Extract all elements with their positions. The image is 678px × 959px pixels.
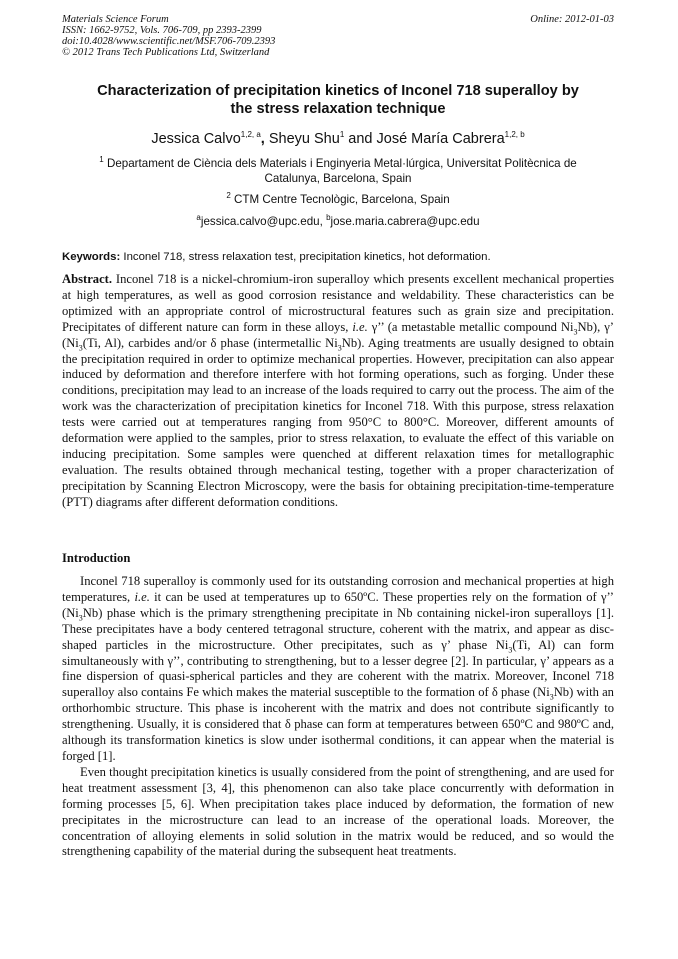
aff-text: CTM Centre Tecnològic, Barcelona, Spain (230, 193, 450, 206)
author-list (62, 130, 614, 148)
abstract-text: Nb), γ’ (Ni (62, 319, 614, 350)
author-name: Sheyu Shu (268, 131, 340, 147)
journal-header (62, 14, 614, 58)
author-affil-sup: 1,2, a (240, 130, 261, 140)
intro-paragraph-1 (62, 574, 614, 765)
copyright: © 2012 Trans Tech Publications Ltd, Switzerland (62, 47, 270, 58)
email-sup: b (326, 213, 331, 223)
abstract-text: γ’’ (a metastable metallic compound Ni (367, 319, 574, 334)
paper-title (62, 82, 614, 118)
title-line-2: the stress relaxation technique (230, 101, 446, 117)
abstract-text: Inconel 718 is a nickel-chromium-iron superalloy which presents excellent mechanical properties at high temperatures, as well as good corrosion resistance and weldability. These characteristics can be optimized with an appropriate control of microstructural features such as grain size and precipitation. Precipitates of different nature can form in these alloys, (62, 272, 614, 334)
email-sup: a (196, 213, 201, 223)
intro-text: (Ti, Al) can form simultaneously with γ’’, contributing to strengthening, but to a lesser degree [2]. In particular, γ’ appears as a fine dispersion of quasi-spherical particles and they are coherent with the matrix. Moreover, Inconel 718 superalloy also contains Fe which makes the material susceptible to the formation of δ phase (Ni (62, 637, 614, 700)
intro-text: Even thought precipitation kinetics is usually considered from the point of strengthening, and are used for heat treatment assessment [3, 4], this phenomenon can also take place concurrently with deformation in forming processes [5, 6]. When precipitation takes place induced by deformation, the formation of new precipitates in the microstructure can lead to an increase of the operational loads. Moreover, the concentration of alloying elements in solid solution in the matrix would be reduced, and so would the strengthening capability of the material during the subsequent heat treatments. (62, 764, 614, 859)
section-heading-introduction: Introduction (62, 551, 131, 565)
subscript: 3 (78, 343, 83, 353)
subscript: 3 (508, 645, 513, 655)
keywords (62, 250, 614, 265)
aff-text: Catalunya, Barcelona, Spain (264, 172, 412, 185)
keywords-label: Keywords: (62, 251, 121, 263)
keywords-text: Inconel 718, stress relaxation test, precipitation kinetics, hot deformation. (120, 251, 491, 263)
author-separator: , (260, 131, 269, 147)
abstract (62, 272, 614, 511)
online-date: Online: 2012-01-03 (530, 14, 614, 25)
intro-paragraph-2 (62, 765, 614, 860)
issn: ISSN: 1662-9752, Vols. 706-709, pp 2393-2399 (62, 25, 262, 36)
abstract-text: Nb). Aging treatments are usually designed to obtain the precipitation required in order to optimize mechanical properties. However, precipitation can also appear induced by deformation and therefore interfere with hot forming operations, such as forging. Under these conditions, precipitation may lead to an increase of the loads required to carry out the process. The aim of the work was the characterization of precipitation kinetics for Inconel 718. With this purpose, stress relaxation tests were carried out at temperatures ranging from 950°C to 800°C. Moreover, different amounts of deformation were applied to the samples, prior to stress relaxation, to evaluate the effect of this variable on inducing precipitation. Some samples were quenched at different relaxation times for metallographic evaluation. The results obtained through mechanical testing, together with a proper characterization of precipitation by Scanning Electron Microscopy, were the basis for obtaining precipitation-time-temperature (PTT) diagrams after different deformation conditions. (62, 335, 614, 509)
subscript: 3 (573, 327, 578, 337)
doi: doi:10.4028/www.scientific.net/MSF.706-709.2393 (62, 36, 276, 47)
author-name: Jessica Calvo (151, 131, 241, 147)
abstract-label: Abstract. (62, 272, 113, 286)
author-emails (62, 214, 614, 229)
author-separator: and (344, 131, 377, 147)
affiliation-2 (62, 192, 614, 207)
author-name: José María Cabrera (376, 131, 505, 147)
abstract-text: (Ti, Al), carbides and/or δ phase (intermetallic Ni (82, 335, 338, 350)
author-affil-sup: 1,2, b (504, 130, 525, 140)
subscript: 3 (549, 692, 554, 702)
abstract-ie: i.e. (352, 319, 368, 334)
introduction-body (62, 574, 614, 860)
intro-text: it can be used at temperatures up to 650ºC. These properties rely on the formation of γ’’ (Ni (62, 589, 614, 620)
aff-sup: 2 (226, 191, 231, 201)
affiliation-1 (62, 156, 614, 186)
email-link[interactable]: jessica.calvo@upc.edu, (200, 215, 327, 228)
author-affil-sup: 1 (339, 130, 345, 140)
intro-text: Inconel 718 superalloy is commonly used for its outstanding corrosion and mechanical properties at high temperatures, (62, 574, 614, 604)
journal-name: Materials Science Forum (62, 14, 169, 25)
subscript: 3 (337, 343, 342, 353)
aff-text: Departament de Ciència dels Materials i Enginyeria Metal·lúrgica, Universitat Politècnica de (103, 157, 577, 170)
subscript: 3 (78, 613, 83, 623)
title-line-1: Characterization of precipitation kinetics of Inconel 718 superalloy by (97, 83, 579, 99)
aff-sup: 1 (99, 155, 104, 165)
intro-text: Nb) phase which is the primary strengthening precipitate in Nb containing nickel-iron superalloys [1]. These precipitates have a body centered tetragonal structure, coherent with the matrix, and appear as disc-shaped particles in the microstructure. Other precipitates, such as γ’ phase Ni (62, 605, 614, 652)
email-link[interactable]: jose.maria.cabrera@upc.edu (330, 215, 480, 228)
intro-ie: i.e. (134, 589, 150, 604)
intro-text: Nb) with an orthorhombic structure. This phase is incoherent with the matrix and does not contribute significantly to strengthening. Usually, it is considered that δ phase can form at temperatures between 650ºC and 980ºC and, although its transformation kinetics is slow under isothermal conditions, it can appear when the material is forged [1]. (62, 685, 614, 763)
